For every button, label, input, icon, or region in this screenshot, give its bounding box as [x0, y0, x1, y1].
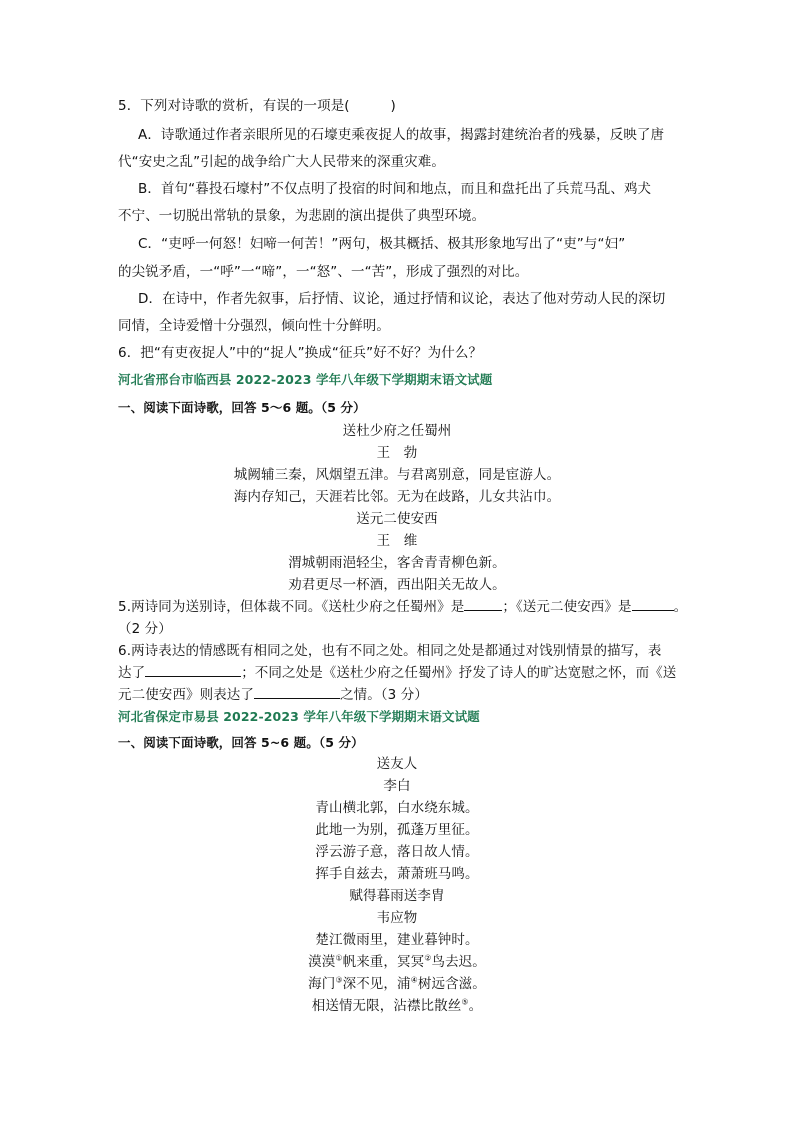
q5-option-a-line2: 代“安史之乱”引起的战争给广大人民带来的深重灾难。	[118, 154, 445, 170]
poem-line: 浮云游子意，落日故人情。	[315, 844, 479, 860]
poem-line: 城阙辅三秦，风烟望五津。与君离别意，同是宦游人。	[233, 467, 561, 483]
poem-line: 海门③深不见，浦④树远含滋。	[308, 975, 486, 992]
q6-line3: 元二使安西》则表达了 之情。（3 分）	[118, 687, 428, 703]
q6-question: 6．把“有吏夜捉人”中的“捉人”换成“征兵”好不好？为什么？	[118, 345, 483, 361]
q5-option-d-line1: D．在诗中，作者先叙事，后抒情、议论，通过抒情和议论，表达了他对劳动人民的深切	[138, 291, 666, 307]
poem-line: 相送情无限，沾襟比散丝⑤。	[311, 997, 483, 1014]
footnote-marker: ③	[335, 975, 343, 985]
q5-stem: 5．下列对诗歌的赏析，有误的一项是( )	[118, 98, 396, 114]
poem-author-libai: 李白	[383, 778, 411, 794]
q5-option-c-line1: C．“吏呼一何怒！妇啼一何苦！”两句，极其概括、极其形象地写出了“吏”与“妇”	[138, 236, 626, 252]
poem-title-fude: 赋得暮雨送李胄	[349, 888, 445, 904]
poem-line: 青山横北郭，白水绕东城。	[315, 800, 479, 816]
poem-author-wangwei: 王 维	[376, 533, 418, 549]
q5-option-b-line2: 不宁、一切脱出常轨的景象，为悲剧的演出提供了典型环境。	[118, 208, 486, 224]
poem-line: 楚江微雨里，建业暮钟时。	[315, 932, 479, 948]
q5-option-c-line2: 的尖锐矛盾，一“呼”一“啼”，一“怒”、一“苦”，形成了强烈的对比。	[118, 264, 529, 280]
source-heading-yixian: 河北省保定市易县 2022-2023 学年八年级下学期期末语文试题	[118, 709, 480, 724]
footnote-marker: ②	[424, 953, 432, 963]
q6-line1: 6.两诗表达的情感既有相同之处，也有不同之处。相同之处是都通过对饯别情景的描写，表	[118, 643, 662, 659]
instruction-linxi: 一、阅读下面诗歌，回答 5～6 题。（5 分）	[118, 400, 366, 415]
q5-option-b-line1: B．首句“暮投石壕村”不仅点明了投宿的时间和地点，而且和盘托出了兵荒马乱、鸡犬	[138, 181, 652, 197]
q6-line2: 达了 ；不同之处是《送杜少府之任蜀州》抒发了诗人的旷达宽慰之怀，而《送	[118, 665, 677, 681]
poem-line: 挥手自兹去，萧萧班马鸣。	[315, 866, 479, 882]
footnote-marker: ④	[410, 975, 418, 985]
poem-author-wangbo: 王 勃	[376, 445, 418, 461]
poem-line: 渭城朝雨浥轻尘，客舍青青柳色新。	[288, 555, 506, 571]
answer-blank[interactable]	[254, 686, 340, 699]
poem-line: 海内存知己，天涯若比邻。无为在歧路，儿女共沾巾。	[233, 489, 561, 505]
footnote-marker: ①	[335, 953, 343, 963]
poem-title-songdu: 送杜少府之任蜀州	[342, 423, 452, 439]
poem-author-weiyingwu: 韦应物	[376, 910, 418, 926]
source-heading-linxi: 河北省邢台市临西县 2022-2023 学年八年级下学期期末语文试题	[118, 372, 493, 387]
answer-blank[interactable]	[632, 598, 674, 611]
q5-option-a-line1: A．诗歌通过作者亲眼所见的石壕吏乘夜捉人的故事，揭露封建统治者的残暴，反映了唐	[138, 127, 665, 143]
footnote-marker: ⑤	[461, 997, 469, 1007]
poem-line: 劝君更尽一杯酒，西出阳关无故人。	[288, 577, 506, 593]
poem-title-songyuaner: 送元二使安西	[356, 511, 438, 527]
answer-blank[interactable]	[464, 598, 502, 611]
answer-blank[interactable]	[145, 664, 241, 677]
poem-title-songyouren: 送友人	[376, 756, 418, 772]
q5-fill-in: 5.两诗同为送别诗，但体裁不同。《送杜少府之任蜀州》是 ；《送元二使安西》是 。	[118, 599, 688, 615]
poem-line: 漠漠①帆来重，冥冥②鸟去迟。	[308, 953, 486, 970]
q5-score: （2 分）	[118, 621, 172, 637]
poem-line: 此地一为别，孤蓬万里征。	[315, 822, 479, 838]
instruction-yixian: 一、阅读下面诗歌，回答 5~6 题。（5 分）	[118, 735, 364, 750]
q5-option-d-line2: 同情，全诗爱憎十分强烈，倾向性十分鲜明。	[118, 318, 390, 334]
